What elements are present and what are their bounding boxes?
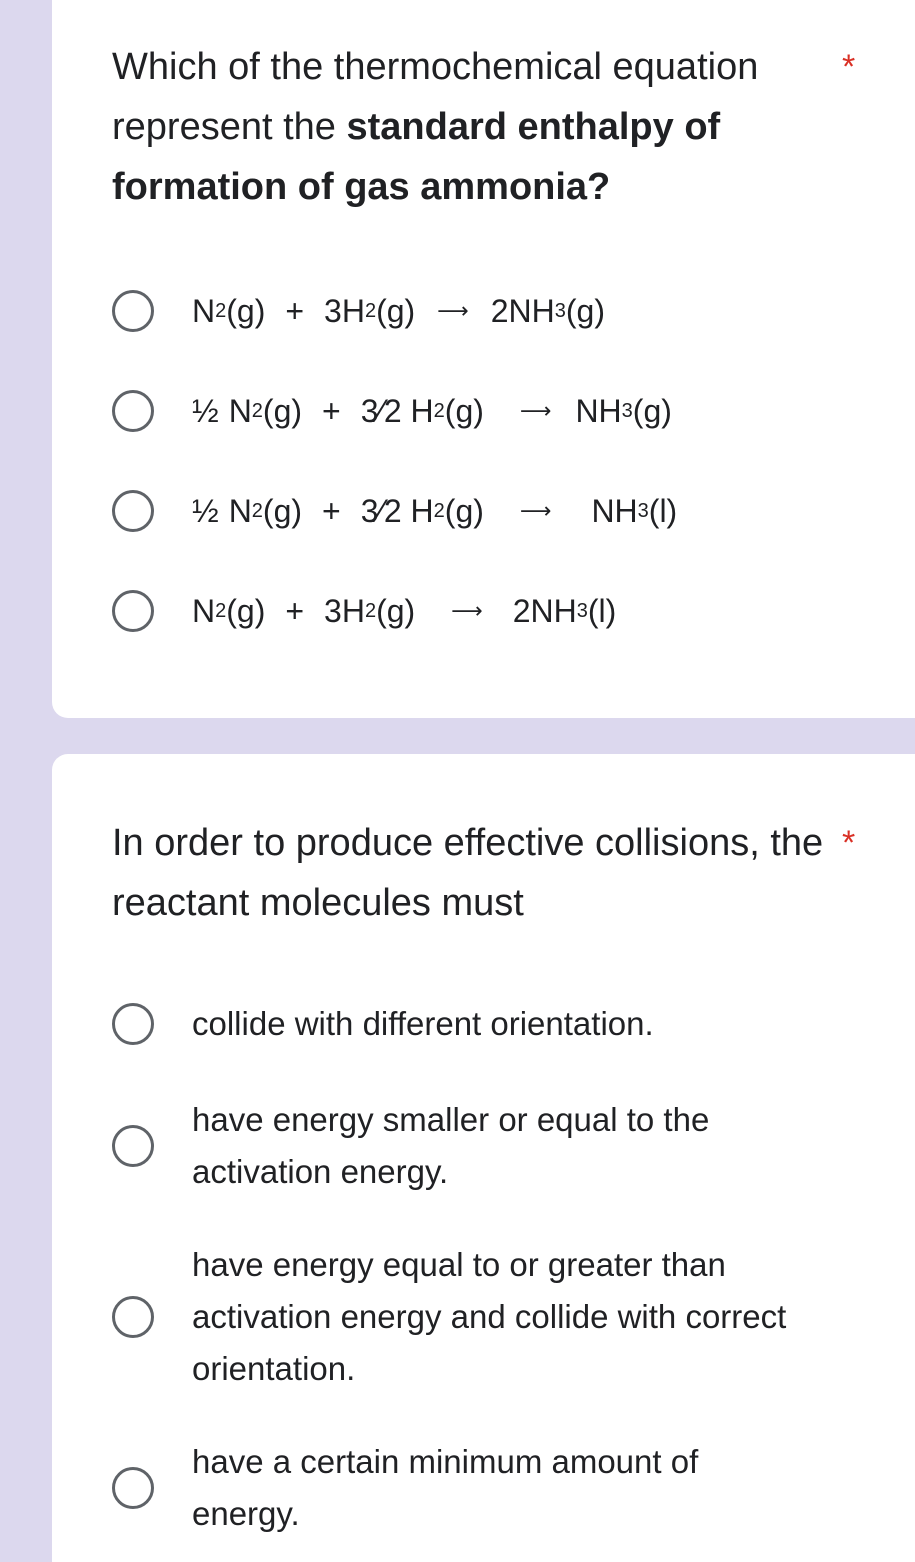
plus-sign: + [322, 393, 341, 429]
radio-button[interactable] [112, 1003, 154, 1045]
reaction-arrow-icon: ⟶ [437, 298, 469, 323]
plus-sign: + [322, 493, 341, 529]
state: (l) [648, 493, 678, 529]
state: (g) [226, 293, 266, 329]
radio-button[interactable] [112, 1125, 154, 1167]
question-card-2 [52, 754, 915, 1562]
radio-button[interactable] [112, 390, 154, 432]
state: (g) [376, 593, 416, 629]
option-label: have energy smaller or equal to the activation energy. [192, 1101, 710, 1190]
state: (l) [587, 593, 617, 629]
plus-sign: + [285, 293, 305, 329]
question-1-title [112, 37, 812, 217]
state: (g) [262, 393, 303, 429]
option-label: have a certain minimum amount of energy. [192, 1443, 699, 1532]
equation: ½ N 2 (g) + 3⁄2 H 2 (g) ⟶ NH 3 (g) [192, 389, 672, 433]
reactant-n2: N [228, 393, 252, 429]
state: (g) [262, 493, 303, 529]
question-2-title: In order to produce effective collisions, the reactant molecules must [112, 822, 824, 924]
option-label: collide with different orientation. [192, 1005, 654, 1042]
radio-button[interactable] [112, 590, 154, 632]
reaction-arrow-icon: ⟶ [451, 598, 483, 623]
reactant-n2: N [192, 593, 216, 629]
reaction-arrow-icon: ⟶ [519, 398, 552, 423]
required-asterisk: * [842, 824, 856, 862]
radio-button[interactable] [112, 1467, 154, 1509]
q1-option-2[interactable] [112, 389, 672, 433]
q2-option-3[interactable] [112, 1239, 792, 1395]
state: (g) [444, 393, 484, 429]
question-1-title-bold: standard enthalpy of formation of gas ammonia? [112, 106, 721, 208]
product-nh3: NH [591, 493, 638, 529]
equation: ½ N 2 (g) + 3⁄2 H 2 (g) ⟶ NH 3 (l) [192, 489, 677, 533]
reactant-h2: 3H [324, 293, 365, 329]
q1-option-1[interactable] [112, 289, 605, 333]
q1-option-3[interactable] [112, 489, 677, 533]
q2-option-4[interactable] [112, 1436, 792, 1540]
reactant-h2: 3⁄2 H [360, 393, 434, 429]
state: (g) [565, 293, 605, 329]
product-nh3: 2NH [512, 593, 577, 629]
q2-option-2[interactable] [112, 1094, 792, 1198]
reactant-n2: N [192, 293, 216, 329]
reactant-h2: 3⁄2 H [360, 493, 434, 529]
equation: N 2 (g) + 3H 2 (g) ⟶ 2NH 3 (l) [192, 589, 616, 633]
radio-button[interactable] [112, 1296, 154, 1338]
state: (g) [226, 593, 266, 629]
state: (g) [444, 493, 484, 529]
plus-sign: + [285, 593, 305, 629]
question-1-title-text: Which of the thermochemical equation represent the [112, 46, 759, 148]
q2-option-1[interactable] [112, 998, 792, 1050]
reaction-arrow-icon: ⟶ [519, 498, 552, 523]
coefficient: ½ [192, 493, 219, 529]
state: (g) [632, 393, 672, 429]
radio-button[interactable] [112, 490, 154, 532]
q1-option-4[interactable] [112, 589, 616, 633]
state: (g) [376, 293, 416, 329]
coefficient: ½ [192, 393, 219, 429]
equation: N 2 (g) + 3H 2 (g) ⟶ 2NH 3 (g) [192, 289, 605, 333]
question-card-1 [52, 0, 915, 718]
product-nh3: 2NH [490, 293, 555, 329]
reactant-h2: 3H [324, 593, 365, 629]
product-nh3: NH [575, 393, 622, 429]
required-asterisk: * [842, 48, 856, 86]
option-label: have energy equal to or greater than activation energy and collide with correct orientation. [192, 1246, 787, 1387]
reactant-n2: N [228, 493, 252, 529]
radio-button[interactable] [112, 290, 154, 332]
